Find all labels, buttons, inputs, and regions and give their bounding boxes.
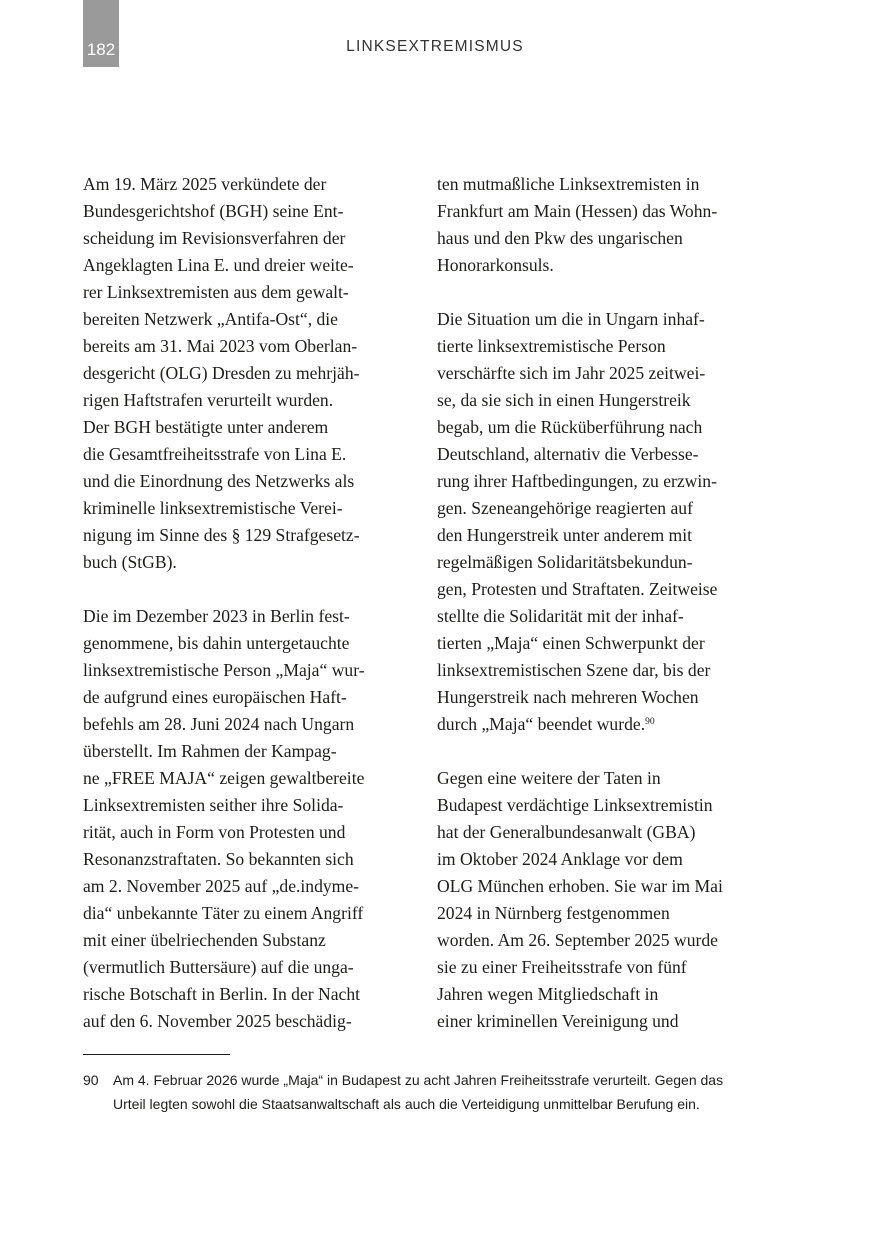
- text-line: gen, Protesten und Straftaten. Zeitweise: [437, 579, 718, 599]
- text-line: OLG München erhoben. Sie war im Mai: [437, 876, 723, 896]
- text-line: genommene, bis dahin untergetauchte: [83, 633, 350, 653]
- text-line: gen. Szeneangehörige reagierten auf: [437, 498, 693, 518]
- text-line: rer Linksextremisten aus dem gewalt-: [83, 282, 349, 302]
- left-column: [83, 171, 413, 1035]
- text-line: haus und den Pkw des ungarischen: [437, 228, 683, 248]
- text-line: am 2. November 2025 auf „de.indyme-: [83, 876, 360, 896]
- text-line: Resonanzstraftaten. So bekannten sich: [83, 849, 354, 869]
- text-line: desgericht (OLG) Dresden zu mehrjäh-: [83, 363, 360, 383]
- paragraph: [437, 306, 777, 711]
- text-line-content: durch „Maja“ beendet wurde.: [437, 714, 646, 734]
- text-line: Am 19. März 2025 verkündete der: [83, 174, 327, 194]
- text-line: Hungerstreik nach mehreren Wochen: [437, 687, 699, 707]
- text-line: Die Situation um die in Ungarn inhaf-: [437, 309, 705, 329]
- text-line: kriminelle linksextremistische Verei-: [83, 498, 343, 518]
- text-line: ne „FREE MAJA“ zeigen gewaltbereite: [83, 768, 365, 788]
- text-line: Angeklagten Lina E. und dreier weite-: [83, 255, 354, 275]
- footnote-line: Urteil legten sowohl die Staatsanwaltschaft als auch die Verteidigung unmittelbar Berufung ein.: [113, 1096, 700, 1112]
- text-line: einer kriminellen Vereinigung und: [437, 1011, 679, 1031]
- text-line: linksextremistische Person „Maja“ wur-: [83, 660, 365, 680]
- text-line: sie zu einer Freiheitsstrafe von fünf: [437, 957, 687, 977]
- text-line: bereiten Netzwerk „Antifa-Ost“, die: [83, 309, 338, 329]
- footnote-reference[interactable]: 90: [645, 717, 655, 727]
- text-line: Der BGH bestätigte unter anderem: [83, 417, 329, 437]
- text-line: mit einer übelriechenden Substanz: [83, 930, 326, 950]
- text-line: dia“ unbekannte Täter zu einem Angriff: [83, 903, 364, 923]
- text-line: Jahren wegen Mitgliedschaft in: [437, 984, 659, 1004]
- paragraph-gap: [437, 279, 777, 306]
- text-line: auf den 6. November 2025 beschädig-: [83, 1011, 352, 1031]
- text-line: nigung im Sinne des § 129 Strafgesetz-: [83, 525, 360, 545]
- text-line: stellte die Solidarität mit der inhaf-: [437, 606, 684, 626]
- text-line: Die im Dezember 2023 in Berlin fest-: [83, 606, 350, 626]
- paragraph-gap: [83, 576, 413, 603]
- text-line: (vermutlich Buttersäure) auf die unga-: [83, 957, 354, 977]
- footnote-line: Am 4. Februar 2026 wurde „Maja“ in Budapest zu acht Jahren Freiheitsstrafe verurteilt. Gegen das: [113, 1072, 724, 1088]
- paragraph: [83, 171, 413, 576]
- text-line: tierte linksextremistische Person: [437, 336, 666, 356]
- text-line: tierten „Maja“ einen Schwerpunkt der: [437, 633, 705, 653]
- paragraph-gap: [437, 738, 777, 765]
- text-line: scheidung im Revisionsverfahren der: [83, 228, 346, 248]
- text-line: Linksextremisten seither ihre Solida-: [83, 795, 344, 815]
- text-line: rung ihrer Haftbedingungen, zu erzwin-: [437, 471, 717, 491]
- text-line: und die Einordnung des Netzwerks als: [83, 471, 355, 491]
- text-line: buch (StGB).: [83, 552, 177, 572]
- text-line: rität, auch in Form von Protesten und: [83, 822, 346, 842]
- text-line: rische Botschaft in Berlin. In der Nacht: [83, 984, 361, 1004]
- paragraph: [437, 171, 777, 279]
- text-line: ten mutmaßliche Linksextremisten in: [437, 174, 700, 194]
- text-line: Budapest verdächtige Linksextremistin: [437, 795, 713, 815]
- text-line: den Hungerstreik unter anderem mit: [437, 525, 693, 545]
- text-line: [437, 711, 777, 738]
- running-title: LINKSEXTREMISMUS: [346, 38, 524, 55]
- page-number: 182: [86, 40, 116, 59]
- text-line: im Oktober 2024 Anklage vor dem: [437, 849, 683, 869]
- text-line: bereits am 31. Mai 2023 vom Oberlan-: [83, 336, 358, 356]
- text-line: regelmäßigen Solidaritätsbekundun-: [437, 552, 693, 572]
- footnote-number: 90: [83, 1072, 99, 1088]
- text-line: hat der Generalbundesanwalt (GBA): [437, 822, 696, 842]
- footnote-text: [113, 1068, 723, 1116]
- text-line: Honorarkonsuls.: [437, 255, 554, 275]
- text-line: Frankfurt am Main (Hessen) das Wohn-: [437, 201, 718, 221]
- paragraph: [437, 765, 777, 1035]
- text-line: de aufgrund eines europäischen Haft-: [83, 687, 347, 707]
- text-line: befehls am 28. Juni 2024 nach Ungarn: [83, 714, 355, 734]
- text-line: 2024 in Nürnberg festgenommen: [437, 903, 670, 923]
- text-line: Bundesgerichtshof (BGH) seine Ent-: [83, 201, 344, 221]
- page-number-box: [83, 0, 119, 67]
- text-line: verschärfte sich im Jahr 2025 zeitwei-: [437, 363, 706, 383]
- text-line: se, da sie sich in einen Hungerstreik: [437, 390, 691, 410]
- text-line: Deutschland, alternativ die Verbesse-: [437, 444, 699, 464]
- text-line: worden. Am 26. September 2025 wurde: [437, 930, 718, 950]
- text-line: überstellt. Im Rahmen der Kampag-: [83, 741, 337, 761]
- text-line: linksextremistischen Szene dar, bis der: [437, 660, 711, 680]
- footnote-divider: [83, 1054, 230, 1055]
- text-line: die Gesamtfreiheitsstrafe von Lina E.: [83, 444, 347, 464]
- text-line: begab, um die Rücküberführung nach: [437, 417, 703, 437]
- text-line: rigen Haftstrafen verurteilt wurden.: [83, 390, 334, 410]
- paragraph: [83, 603, 413, 1035]
- text-line: Gegen eine weitere der Taten in: [437, 768, 661, 788]
- right-column: [437, 171, 777, 1035]
